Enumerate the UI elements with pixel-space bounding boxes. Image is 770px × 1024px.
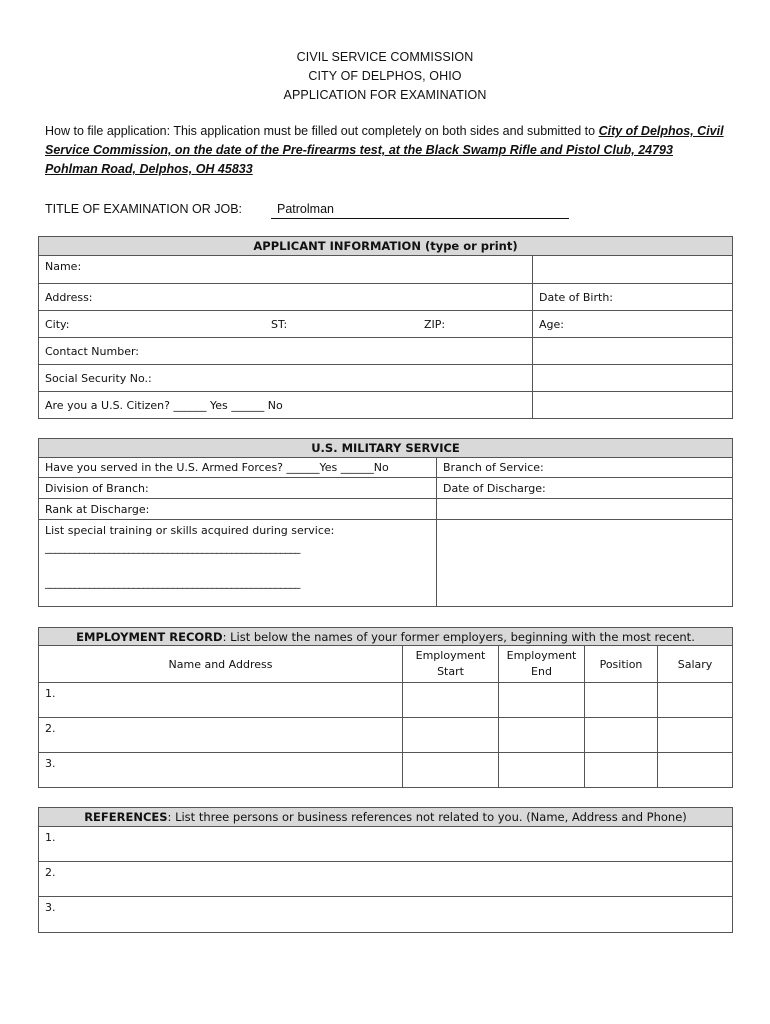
reference-2-field[interactable] [39, 862, 733, 897]
dob-field[interactable] [533, 284, 733, 311]
column-position: Position [585, 646, 658, 683]
age-label: Age: [539, 317, 564, 331]
applicant-info-table [38, 236, 733, 419]
contact-extra-field[interactable] [533, 338, 733, 365]
discharge-date-field[interactable] [437, 478, 733, 499]
name-label: Name: [45, 260, 82, 273]
rank-label: Rank at Discharge: [45, 502, 150, 516]
header-city: CITY OF DELPHOS, OHIO [308, 69, 462, 83]
training-extra-field[interactable] [437, 520, 733, 607]
employer-1-end-field[interactable] [499, 683, 585, 718]
branch-field[interactable] [437, 458, 733, 478]
reference-1-field[interactable] [39, 827, 733, 862]
exam-title-field[interactable]: Patrolman [271, 200, 569, 219]
employer-2-name-field[interactable] [39, 718, 403, 753]
employer-3-end-field[interactable] [499, 753, 585, 788]
employer-1-salary-field[interactable] [658, 683, 733, 718]
contact-number-label: Contact Number: [45, 344, 139, 358]
column-employment-end: Employment End [499, 646, 585, 683]
column-name-address: Name and Address [39, 646, 403, 683]
armed-forces-label: Have you served in the U.S. Armed Forces? ______Yes ______No [45, 461, 389, 474]
training-field[interactable] [39, 520, 437, 607]
state-label: ST: [271, 317, 288, 331]
employer-2-start-field[interactable] [403, 718, 499, 753]
city-label: City: [45, 317, 70, 331]
row-number: 1. [45, 831, 56, 844]
table-row [39, 683, 733, 718]
row-number: 2. [45, 722, 56, 735]
ssn-field[interactable] [39, 365, 533, 392]
employer-3-position-field[interactable] [585, 753, 658, 788]
applicant-info-heading: APPLICANT INFORMATION (type or print) [39, 237, 733, 256]
instructions-text: How to file application: This application must be filled out completely on both sides and submitted to [45, 124, 599, 138]
employer-3-start-field[interactable] [403, 753, 499, 788]
address-field[interactable] [39, 284, 533, 311]
row-number: 3. [45, 757, 56, 770]
dob-label: Date of Birth: [539, 290, 614, 304]
row-number: 2. [45, 866, 56, 879]
employer-2-salary-field[interactable] [658, 718, 733, 753]
employment-record-table [38, 627, 733, 788]
armed-forces-field[interactable] [39, 458, 437, 478]
table-row [39, 753, 733, 788]
city-state-zip-field[interactable] [39, 311, 533, 338]
header-commission: CIVIL SERVICE COMMISSION [296, 50, 474, 64]
rank-field[interactable] [39, 499, 437, 520]
column-salary: Salary [658, 646, 733, 683]
reference-3-field[interactable] [39, 897, 733, 933]
name-extra-field[interactable] [533, 256, 733, 284]
ssn-extra-field[interactable] [533, 365, 733, 392]
age-field[interactable] [533, 311, 733, 338]
rank-extra-field[interactable] [437, 499, 733, 520]
references-heading: REFERENCES: List three persons or business references not related to you. (Name, Address and Phone) [39, 808, 733, 827]
employer-1-name-field[interactable] [39, 683, 403, 718]
training-blank-line-2: ____________________________________________________ [45, 576, 300, 589]
filing-instructions [45, 122, 725, 179]
employer-2-position-field[interactable] [585, 718, 658, 753]
employer-2-end-field[interactable] [499, 718, 585, 753]
row-number: 1. [45, 687, 56, 700]
exam-title-row [45, 200, 569, 219]
citizen-label: Are you a U.S. Citizen? ______ Yes ______ No [45, 398, 283, 412]
branch-label: Branch of Service: [443, 461, 544, 474]
contact-number-field[interactable] [39, 338, 533, 365]
discharge-date-label: Date of Discharge: [443, 481, 546, 495]
table-row [39, 897, 733, 933]
table-row [39, 827, 733, 862]
military-service-heading: U.S. MILITARY SERVICE [39, 439, 733, 458]
ssn-label: Social Security No.: [45, 371, 152, 385]
header-form-title: APPLICATION FOR EXAMINATION [283, 88, 487, 102]
address-label: Address: [45, 290, 93, 304]
table-row [39, 862, 733, 897]
row-number: 3. [45, 901, 56, 914]
employment-record-heading: EMPLOYMENT RECORD: List below the names of your former employers, beginning with the most recent. [39, 628, 733, 646]
employer-1-position-field[interactable] [585, 683, 658, 718]
employer-3-salary-field[interactable] [658, 753, 733, 788]
table-row [39, 718, 733, 753]
citizen-extra-field[interactable] [533, 392, 733, 419]
references-table [38, 807, 733, 933]
form-header [0, 48, 770, 105]
training-blank-line-1: ____________________________________________________ [45, 541, 300, 554]
name-field[interactable] [39, 256, 533, 284]
instructions-location: City of Delphos, Civil Service Commission, on the date of the Pre-firearms test, at the Black Swamp Rifle and Pistol Club, 24793 Pohlman Road, Delphos, OH 45833 [45, 124, 724, 176]
employer-3-name-field[interactable] [39, 753, 403, 788]
citizen-field[interactable] [39, 392, 533, 419]
employer-1-start-field[interactable] [403, 683, 499, 718]
division-label: Division of Branch: [45, 481, 149, 495]
column-employment-start: Employment Start [403, 646, 499, 683]
division-field[interactable] [39, 478, 437, 499]
military-service-table [38, 438, 733, 607]
exam-title-label: TITLE OF EXAMINATION OR JOB: [45, 202, 243, 216]
zip-label: ZIP: [424, 317, 446, 331]
training-label: List special training or skills acquired during service: [45, 524, 335, 537]
